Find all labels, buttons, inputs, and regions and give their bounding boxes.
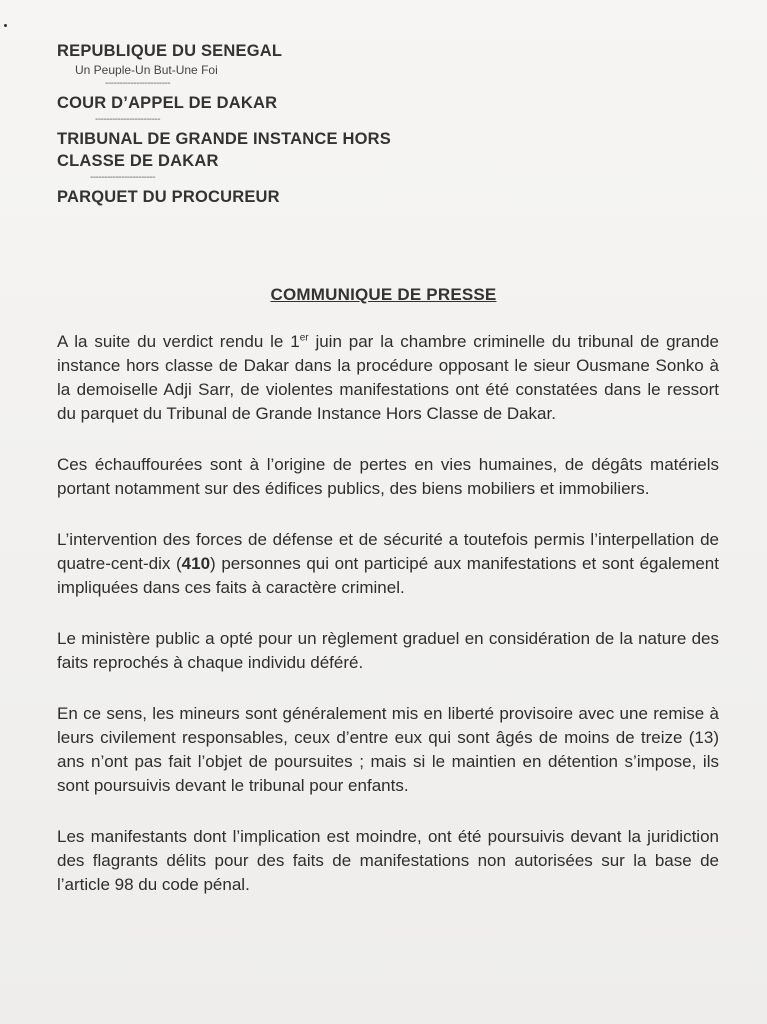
paragraph-3 [57,528,719,600]
prosecutor-office: PARQUET DU PROCUREUR [57,188,280,206]
paragraph-5: En ce sens, les mineurs sont généralement mis en liberté provisoire avec une remise à leurs civilement responsables, ceux d’entre eux qui sont âgés de moins de treize (13) ans n’ont pas fait l’objet de poursuites ; mais si le maintien en détention s’impose, ils sont poursuivis devant le tribunal pour enfants. [57,704,719,795]
paragraph-6: Les manifestants dont l’implication est moindre, ont été poursuivis devant la juridiction des flagrants délits pour des faits de manifestations non autorisées sur la base de l’article 98 du code pénal. [57,827,719,894]
separator-dots: ----------------------- [90,172,156,183]
p1-text-start: A la suite du verdict rendu le 1 [57,332,300,351]
tribunal-line-2: CLASSE DE DAKAR [57,152,219,170]
national-motto: Un Peuple-Un But-Une Foi [75,63,218,77]
document-title: COMMUNIQUE DE PRESSE [270,285,497,304]
document-body [57,330,719,924]
court-of-appeal: COUR D’APPEL DE DAKAR [57,94,278,112]
p3-text-start: L’intervention des forces de défense et de sécurité a toutefois permis l’interpellation de quatre-cent-dix ( [57,530,719,573]
paper-speck [4,24,7,27]
separator-dots: ----------------------- [95,114,161,125]
separator-dots: ----------------------- [105,78,171,89]
tribunal-line-1: TRIBUNAL DE GRANDE INSTANCE HORS [57,130,391,148]
paragraph-4: Le ministère public a opté pour un règlement graduel en considération de la nature des faits reprochés à chaque individu déféré. [57,629,719,672]
p1-text-end: juin par la chambre criminelle du tribunal de grande instance hors classe de Dakar dans la procédure opposant le sieur Ousmane Sonko à la demoiselle Adji Sarr, de violentes manifestations ont été constatées dans le ressort du parquet du Tribunal de Grande Instance Hors Classe de Dakar. [57,332,720,423]
p3-count: 410 [181,554,211,573]
p3-text-end: ) personnes qui ont participé aux manifestations et sont également impliquées dans ces faits à caractère criminel. [57,554,719,597]
paragraph-1 [57,330,719,426]
republic-name: REPUBLIQUE DU SENEGAL [57,42,283,60]
p1-superscript: er [299,332,309,344]
paragraph-2: Ces échauffourées sont à l’origine de pertes en vies humaines, de dégâts matériels portant notamment sur des édifices publics, des biens mobiliers et immobiliers. [57,455,719,498]
letterhead [57,40,477,208]
